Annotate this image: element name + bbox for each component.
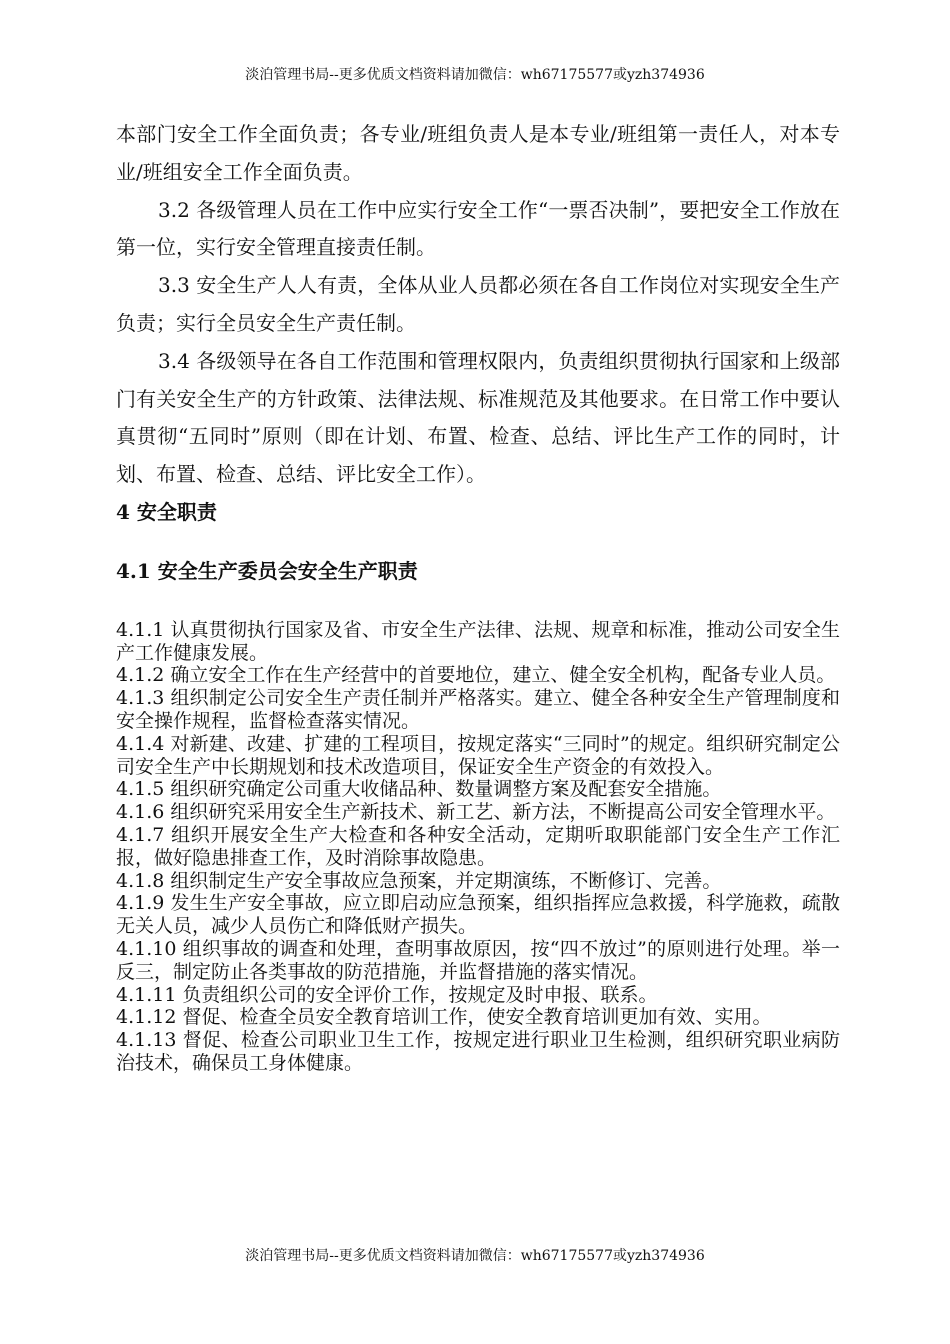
intro-paragraphs xyxy=(116,116,840,494)
list-item: 4.1.1 认真贯彻执行国家及省、市安全生产法律、法规、规章和标准，推动公司安全生产工作健康发展。 xyxy=(116,618,840,664)
list-item: 4.1.10 组织事故的调查和处理，查明事故原因，按“四不放过”的原则进行处理。举一反三，制定防止各类事故的防范措施，并监督措施的落实情况。 xyxy=(116,937,840,983)
page-header: 淡泊管理书局--更多优质文档资料请加微信：wh67175577或yzh374936 xyxy=(245,67,705,83)
list-item: 4.1.11 负责组织公司的安全评价工作，按规定及时申报、联系。 xyxy=(116,983,658,1006)
list-item: 4.1.9 发生生产安全事故，应立即启动应急预案，组织指挥应急救援，科学施救，疏散无关人员，减少人员伤亡和降低财产损失。 xyxy=(116,892,840,938)
paragraph: 3.4 各级领导在各自工作范围和管理权限内，负责组织贯彻执行国家和上级部门有关安全生产的方针政策、法律法规、标准规范及其他要求。在日常工作中要认真贯彻“五同时”原则（即在计划、布置、检查、总结、评比生产工作的同时，计划、布置、检查、总结、评比安全工作）。 xyxy=(116,348,840,487)
paragraph: 本部门安全工作全面负责；各专业/班组负责人是本专业/班组第一责任人，对本专业/班组安全工作全面负责。 xyxy=(116,122,840,184)
duty-list xyxy=(116,619,840,1075)
list-item: 4.1.7 组织开展安全生产大检查和各种安全活动，定期听取职能部门安全生产工作汇报，做好隐患排查工作，及时消除事故隐患。 xyxy=(116,823,840,869)
page-footer: 淡泊管理书局--更多优质文档资料请加微信：wh67175577或yzh374936 xyxy=(245,1248,705,1264)
list-item: 4.1.5 组织研究确定公司重大收储品种、数量调整方案及配套安全措施。 xyxy=(116,778,722,801)
list-item: 4.1.8 组织制定生产安全事故应急预案，并定期演练，不断修订、完善。 xyxy=(116,869,722,892)
list-item: 4.1.6 组织研究采用安全生产新技术、新工艺、新方法，不断提高公司安全管理水平。 xyxy=(116,801,836,824)
paragraph: 3.3 安全生产人人有责，全体从业人员都必须在各自工作岗位对实现安全生产负责；实行全员安全生产责任制。 xyxy=(116,273,840,335)
subsection-title: 4.1 安全生产委员会安全生产职责 xyxy=(116,558,418,583)
paragraph: 3.2 各级管理人员在工作中应实行安全工作“一票否决制”，要把安全工作放在第一位，实行安全管理直接责任制。 xyxy=(116,197,840,260)
list-item: 4.1.4 对新建、改建、扩建的工程项目，按规定落实“三同时”的规定。组织研究制定公司安全生产中长期规划和技术改造项目，保证安全生产资金的有效投入。 xyxy=(116,732,840,778)
list-item: 4.1.2 确立安全工作在生产经营中的首要地位，建立、健全安全机构，配备专业人员。 xyxy=(116,664,836,687)
list-item: 4.1.3 组织制定公司安全生产责任制并严格落实。建立、健全各种安全生产管理制度和安全操作规程，监督检查落实情况。 xyxy=(116,687,840,732)
list-item: 4.1.13 督促、检查公司职业卫生工作，按规定进行职业卫生检测，组织研究职业病防治技术，确保员工身体健康。 xyxy=(116,1029,840,1074)
list-item: 4.1.12 督促、检查全员安全教育培训工作，使安全教育培训更加有效、实用。 xyxy=(116,1006,772,1029)
section-title: 4 安全职责 xyxy=(116,499,217,524)
document-body xyxy=(116,116,840,1075)
